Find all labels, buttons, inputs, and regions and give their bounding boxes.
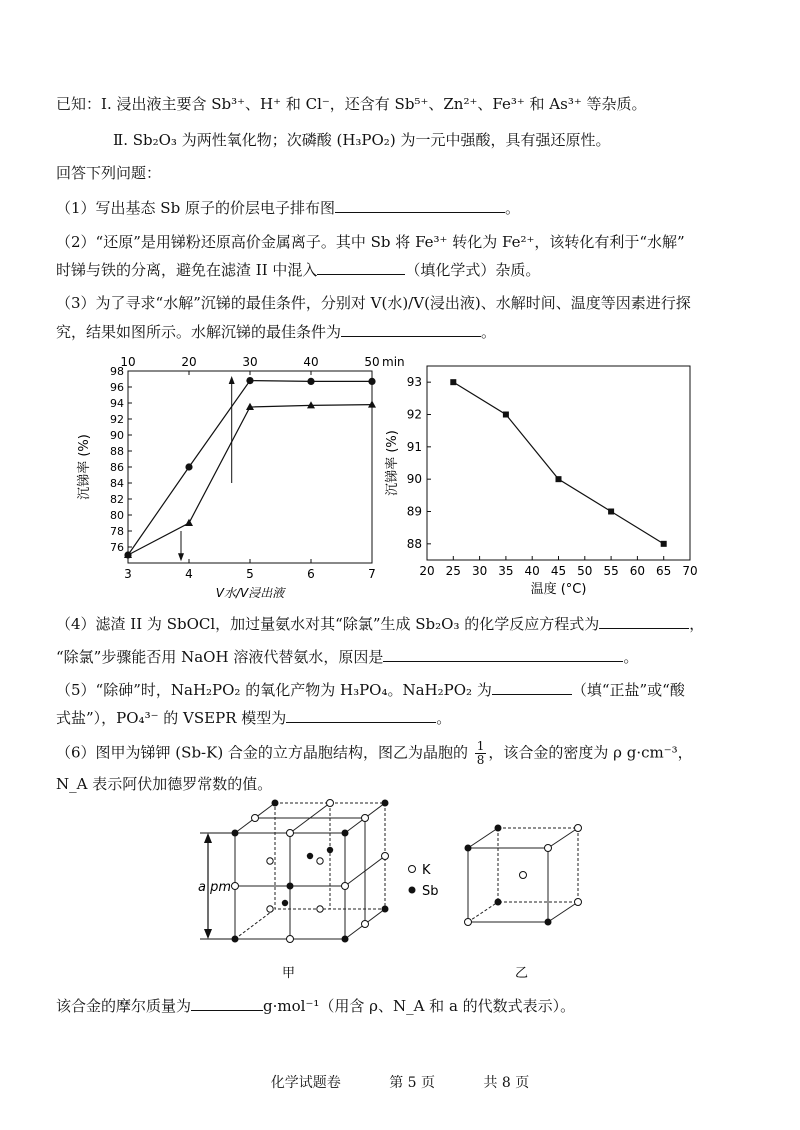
plot-frame: [427, 366, 690, 560]
data-point: [246, 377, 253, 384]
x-tick-label: 20: [419, 564, 435, 578]
question-4-line-1: [56, 614, 704, 634]
x-tick-label: 70: [682, 564, 698, 578]
y-tick-label: 82: [110, 493, 124, 506]
data-point: [185, 463, 192, 470]
question-3-blank[interactable]: [341, 322, 481, 337]
x-tick-label: 25: [445, 564, 461, 578]
y-tick-label: 92: [110, 413, 124, 426]
y-tick-label: 98: [110, 365, 124, 378]
question-5-line-2: [56, 708, 451, 728]
question-3-line-1: （3）为了寻求“水解”沉锑的最佳条件，分别对 V(水)/V(浸出液)、水解时间、温度等因素进行探: [56, 294, 691, 312]
y-tick-label: 80: [110, 509, 124, 522]
question-5-end: 。: [436, 709, 452, 727]
arrow-down-icon: [204, 929, 212, 939]
data-point: [368, 400, 376, 407]
question-5-blank-2[interactable]: [286, 708, 436, 723]
x-axis-label: 温度 (°C): [530, 582, 587, 597]
question-5-line-1: [56, 680, 685, 700]
question-1-text: （1）写出基态 Sb 原子的价层电子排布图: [56, 199, 335, 217]
legend-sb-label: Sb: [422, 884, 439, 899]
arrow-up-icon: [204, 833, 212, 843]
question-4-comma: ，: [689, 615, 705, 633]
y-tick-label: 88: [110, 445, 124, 458]
chart-hydrolysis-ratio-time: [70, 345, 405, 600]
x-tick-label: 40: [524, 564, 540, 578]
x2-tick-label: 20: [181, 355, 197, 369]
question-4-end: 。: [623, 648, 639, 666]
question-6-molar-text: 该合金的摩尔质量为: [56, 997, 192, 1015]
x-tick-label: 55: [603, 564, 619, 578]
question-4-blank-2[interactable]: [383, 647, 623, 662]
question-2-text: 时锑与铁的分离，避免在滤渣 II 中混入: [56, 261, 318, 279]
data-point: [556, 476, 562, 482]
y-tick-label: 88: [406, 536, 422, 551]
x2-tick-label: 50: [364, 355, 380, 369]
question-2-blank[interactable]: [317, 260, 405, 275]
y-tick-label: 90: [110, 429, 124, 442]
x2-tick-label: 10: [120, 355, 136, 369]
x2-tick-label: 40: [303, 355, 319, 369]
data-point: [307, 378, 314, 385]
y-tick-label: 93: [406, 375, 422, 390]
series-line: [453, 382, 663, 544]
fraction-numerator: 1: [476, 739, 485, 753]
footer-total: 共 8 页: [483, 1075, 530, 1091]
question-2-line-2: [56, 260, 540, 280]
known-item-i: Ⅰ. 浸出液主要含 Sb³⁺、H⁺ 和 Cl⁻，还含有 Sb⁵⁺、Zn²⁺、Fe³⁺ 和 As³⁺ 等杂质。: [101, 95, 647, 113]
figure-label-yi: 乙: [515, 966, 529, 981]
known-label: 已知：: [56, 95, 102, 113]
question-4-reason-text: “除氯”步骤能否用 NaOH 溶液代替氨水，原因是: [56, 648, 384, 666]
question-3-end: 。: [481, 323, 497, 341]
page-footer: [0, 1072, 800, 1092]
question-1-blank[interactable]: [335, 198, 505, 213]
arrow-down-icon: [178, 553, 184, 561]
x-tick-label: 4: [185, 567, 193, 581]
x2-tick-label: 30: [242, 355, 258, 369]
question-4-line-2: [56, 647, 638, 667]
answer-prompt: 回答下列问题：: [56, 164, 162, 182]
question-3-line-2: [56, 322, 496, 342]
cube-jia: [235, 803, 385, 939]
data-point: [661, 541, 667, 547]
y-tick-label: 91: [406, 439, 422, 454]
crystal-structure-figure: [190, 795, 610, 995]
y-tick-label: 78: [110, 525, 124, 538]
x-tick-label: 5: [246, 567, 254, 581]
known-item-ii: Ⅱ. Sb₂O₃ 为两性氧化物；次磷酸 (H₃PO₂) 为一元中强酸，具有强还原性。: [113, 131, 611, 149]
question-5-blank-1[interactable]: [492, 680, 572, 695]
question-6-text: （6）图甲为锑钾 (Sb-K) 合金的立方晶胞结构，图乙为晶胞的: [56, 743, 468, 762]
fraction-denominator: 8: [476, 753, 485, 767]
chart-hydrolysis-temperature: [380, 360, 710, 605]
atoms-yi: [465, 825, 582, 926]
y-tick-label: 94: [110, 397, 124, 410]
question-6-line-2: N_A 表示阿伏加德罗常数的值。: [56, 775, 273, 793]
question-2-line-1: （2）“还原”是用锑粉还原高价金属离子。其中 Sb 将 Fe³⁺ 转化为 Fe²⁺，该转化有利于“水解”: [56, 233, 685, 251]
footer-page: 第 5 页: [389, 1075, 435, 1091]
y-tick-label: 90: [406, 472, 422, 487]
x-tick-label: 35: [498, 564, 514, 578]
x-tick-label: 3: [124, 567, 132, 581]
figure-label-jia: 甲: [282, 966, 296, 981]
question-6-density-text: ，该合金的密度为 ρ g·cm⁻³，: [488, 743, 693, 762]
y-tick-label: 92: [406, 407, 422, 422]
fraction-one-eighth: [475, 740, 487, 767]
question-6-blank[interactable]: [191, 996, 263, 1011]
question-6-line-1: [56, 740, 693, 774]
series-line: [128, 405, 372, 555]
question-5-vsepr-text: 式盐”），PO₄³⁻ 的 VSEPR 模型为: [56, 709, 287, 727]
question-2-end: （填化学式）杂质。: [405, 261, 541, 279]
question-4-text: （4）滤渣 II 为 SbOCl，加过量氨水对其“除氯”生成 Sb₂O₃ 的化学反应方程式为: [56, 615, 600, 633]
y-tick-label: 76: [110, 541, 124, 554]
x-tick-label: 6: [307, 567, 315, 581]
lattice-parameter-label: a pm: [198, 880, 232, 895]
known-line-1: [56, 94, 647, 114]
y-tick-label: 96: [110, 381, 124, 394]
question-5-text: （5）“除砷”时，NaH₂PO₂ 的氧化产物为 H₃PO₄。NaH₂PO₂ 为: [56, 681, 492, 699]
y-tick-label: 84: [110, 477, 124, 490]
y-axis-label: 沉锑率 (%): [385, 430, 400, 496]
y-tick-label: 89: [406, 504, 422, 519]
data-point: [450, 379, 456, 385]
footer-subject: 化学试题卷: [270, 1075, 341, 1091]
question-3-text: 究，结果如图所示。水解沉锑的最佳条件为: [56, 323, 342, 341]
plot-frame: [128, 371, 372, 563]
legend-k-marker: [409, 866, 416, 873]
data-point: [503, 412, 509, 418]
x-tick-label: 50: [577, 564, 593, 578]
x2-axis-label: min: [382, 355, 405, 369]
arrow-up-icon: [229, 376, 235, 384]
x-tick-label: 45: [550, 564, 567, 578]
y-axis-label: 沉锑率 (%): [77, 434, 92, 500]
x-axis-label: V水/V浸出液: [215, 586, 285, 600]
question-6-unit-text: g·mol⁻¹（用含 ρ、N_A 和 a 的代数式表示）。: [263, 997, 576, 1015]
question-1: [56, 198, 520, 218]
question-1-end: 。: [504, 199, 520, 217]
question-5-hint: （填“正盐”或“酸: [571, 681, 685, 699]
x-tick-label: 60: [629, 564, 646, 578]
data-point: [368, 378, 375, 385]
question-6-end-line: [56, 996, 575, 1016]
y-tick-label: 86: [110, 461, 124, 474]
legend-k-label: K: [422, 863, 431, 878]
question-4-blank-1[interactable]: [599, 614, 689, 629]
legend-sb-marker: [409, 887, 416, 894]
x-tick-label: 7: [368, 567, 376, 581]
data-point: [608, 509, 614, 515]
x-tick-label: 30: [471, 564, 488, 578]
x-tick-label: 65: [656, 564, 672, 578]
data-point: [185, 519, 193, 526]
